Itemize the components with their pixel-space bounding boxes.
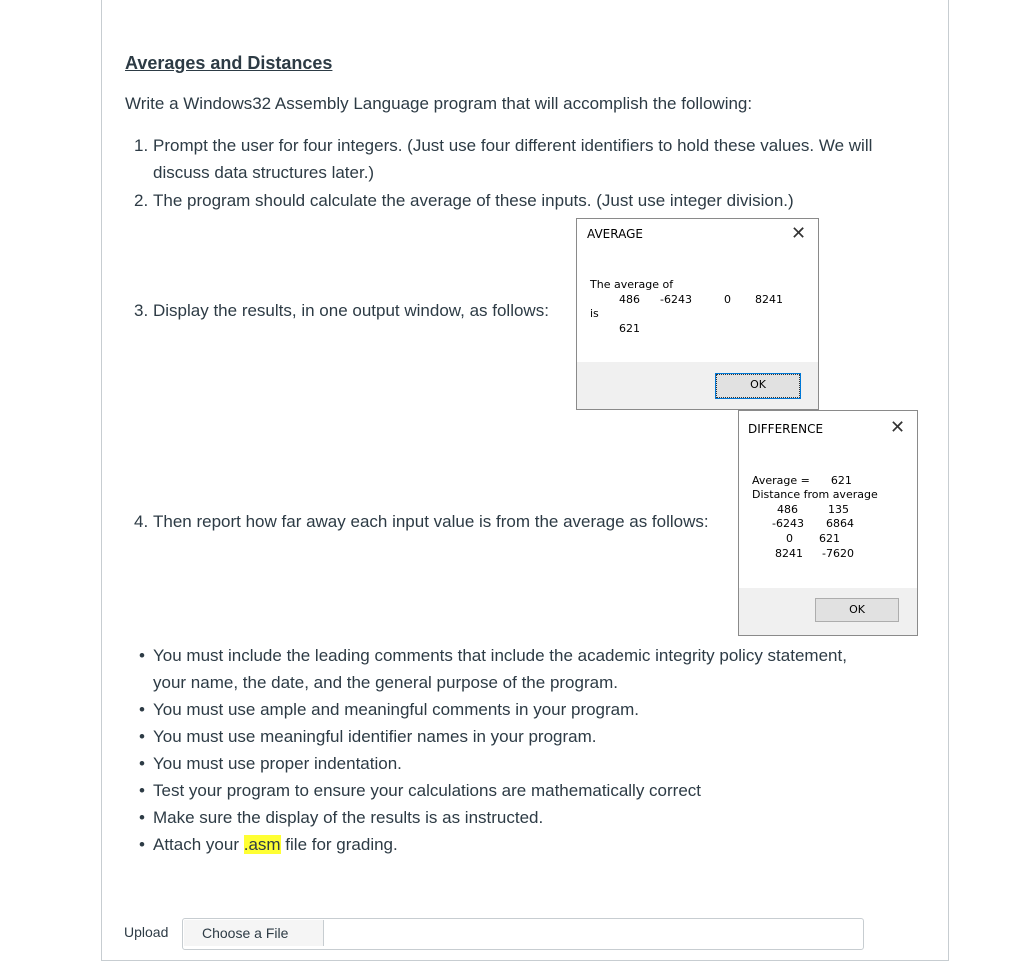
bullet-dot: • [139, 781, 145, 800]
average-ok-button: OK [716, 374, 800, 398]
average-is-label: is [590, 307, 599, 320]
step-2-text: The program should calculate the average of these inputs. (Just use integer division.) [153, 191, 794, 210]
bullet-5-text: Test your program to ensure your calculations are mathematically correct [153, 781, 702, 800]
step-4-number: 4. [134, 512, 149, 531]
difference-value-2: -6243 [772, 517, 804, 530]
upload-label: Upload [124, 924, 169, 940]
difference-distance-4: -7620 [822, 547, 854, 560]
average-line-text: The average of [590, 278, 674, 291]
difference-value-4: 8241 [775, 547, 803, 560]
close-icon: ✕ [890, 417, 906, 438]
intro-text: Write a Windows32 Assembly Language program that will accomplish the following: [125, 94, 753, 113]
average-value-1: 486 [619, 293, 640, 306]
bullet-dot: • [139, 835, 145, 854]
choose-file-button[interactable]: Choose a File [184, 920, 324, 946]
bullet-dot: • [139, 727, 145, 746]
average-dialog-title: AVERAGE [587, 227, 643, 241]
page-title: Averages and Distances [125, 53, 333, 73]
difference-dialog-title: DIFFERENCE [748, 422, 824, 436]
difference-dialog-image [738, 410, 918, 636]
difference-distance-3: 621 [819, 532, 840, 545]
step-1-text: Prompt the user for four integers. (Just use four different identifiers to hold these values. We will [153, 136, 873, 155]
bullet-dot: • [139, 700, 145, 719]
difference-distance-label: Distance from average [752, 488, 878, 501]
difference-ok-button: OK [815, 598, 899, 622]
bullet-1-text: You must include the leading comments that include the academic integrity policy statement, [153, 646, 847, 665]
step-2-number: 2. [134, 191, 149, 210]
difference-average-line: Average = 621 [752, 474, 852, 487]
step-4-text: Then report how far away each input value is from the average as follows: [153, 512, 709, 531]
step-1-number: 1. [134, 136, 149, 155]
difference-distance-2: 6864 [826, 517, 854, 530]
bullet-2-text: You must use ample and meaningful comments in your program. [153, 700, 640, 719]
difference-value-3: 0 [786, 532, 793, 545]
bullet-6-text: Make sure the display of the results is as instructed. [153, 808, 544, 827]
attach-after: file for grading. [280, 835, 398, 854]
average-value-3: 0 [724, 293, 731, 306]
step-1-text-cont: discuss data structures later.) [153, 163, 375, 182]
difference-value-1: 486 [777, 503, 798, 516]
bullet-1-text-cont: your name, the date, and the general purpose of the program. [153, 673, 618, 692]
step-3-text: Display the results, in one output window, as follows: [153, 301, 549, 320]
difference-distance-1: 135 [828, 503, 849, 516]
average-result: 621 [619, 322, 640, 335]
bullet-dot: • [139, 646, 145, 665]
bullet-4-text: You must use proper indentation. [153, 754, 402, 773]
bullet-3-text: You must use meaningful identifier names in your program. [153, 727, 597, 746]
bullet-dot: • [139, 754, 145, 773]
bullet-dot: • [139, 808, 145, 827]
average-value-4: 8241 [755, 293, 783, 306]
attach-before: Attach your [153, 835, 244, 854]
average-value-2: -6243 [660, 293, 692, 306]
close-icon: ✕ [791, 223, 807, 244]
step-3-number: 3. [134, 301, 149, 320]
bullet-7-text [153, 831, 398, 858]
average-dialog-image [576, 218, 819, 410]
asm-highlight: .asm [243, 835, 281, 854]
